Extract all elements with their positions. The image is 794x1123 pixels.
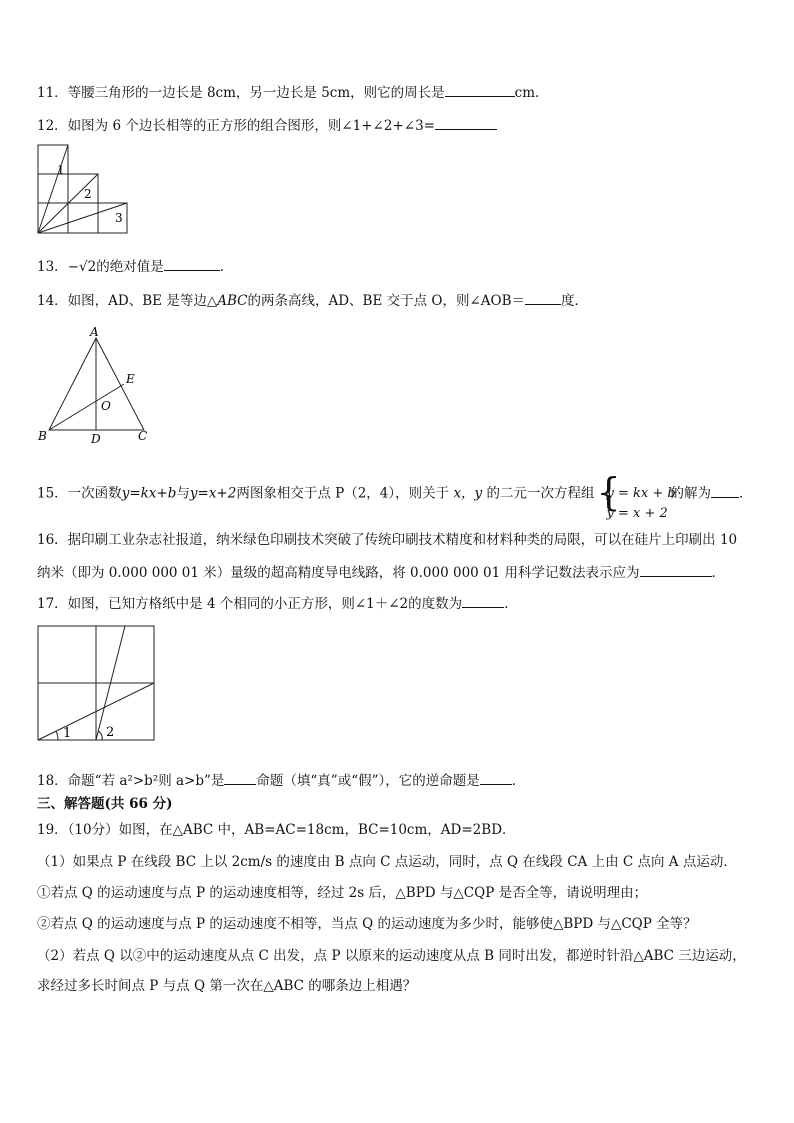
q17-figure <box>36 624 158 744</box>
q13-end: . <box>219 259 224 275</box>
answer-blank[interactable] <box>435 116 497 130</box>
point-C: C <box>138 429 148 443</box>
q15-point-P: P（2，4），则关于 <box>335 485 450 502</box>
answer-blank[interactable] <box>525 291 561 305</box>
q19-part-2b: 求经过多长时间点 P 与点 Q 第一次在△ABC 的哪条边上相遇？ <box>37 978 417 994</box>
q19-part-1b: ②若点 Q 的运动速度与点 P 的运动速度不相等，当点 Q 的运动速度为多少时，能够使△BPD 与△CQP 全等？ <box>37 916 697 932</box>
question-17 <box>37 594 508 613</box>
q18-text-a: 18．命题“若 a²>b²则 a>b”是 <box>37 773 225 789</box>
question-12 <box>37 116 497 135</box>
point-A: A <box>90 326 99 339</box>
q16-line-2: 纳米（即为 0.000 000 01 米）量级的超高精度导电线路，将 0.000 000 01 用科学记数法表示应为 <box>37 565 640 581</box>
question-16-line-2 <box>37 563 725 582</box>
point-O: O <box>101 399 111 413</box>
q14-figure <box>34 326 164 448</box>
q19-part-1: （1）如果点 P 在线段 BC 上以 2cm/s 的速度由 B 点向 C 点运动，同时，点 Q 在线段 CA 上由 C 点向 A 点运动． <box>37 854 737 870</box>
question-19-part-2a <box>37 947 746 965</box>
question-19-part-1 <box>37 853 737 871</box>
answer-blank-1[interactable] <box>224 771 256 785</box>
q15-func-1: y=kx+b <box>121 485 177 502</box>
equation-1: y = kx + b <box>606 486 676 501</box>
angle-label-1: 1 <box>63 726 72 741</box>
q17-text: 17．如图，已知方格纸中是 4 个相同的小正方形，则∠1＋∠2的度数为 <box>37 596 463 612</box>
q12-figure <box>36 143 130 235</box>
angle-label-2: 2 <box>106 725 115 740</box>
q14-text-b: 的两条高线，AD、BE 交于点 O，则∠AOB＝ <box>247 293 526 309</box>
angle-label-2: 2 <box>84 187 92 201</box>
section-3-title: 三、解答题(共 66 分) <box>37 796 173 812</box>
answer-blank[interactable] <box>640 563 712 577</box>
question-19-part-2b <box>37 977 416 995</box>
q11-text: 11．等腰三角形的一边长是 8cm，另一边长是 5cm，则它的周长是 <box>37 85 445 101</box>
q17-end: . <box>504 596 509 612</box>
question-13 <box>37 257 224 276</box>
point-D: D <box>91 432 101 446</box>
q13-text: 的绝对值是 <box>96 259 164 275</box>
q15-text-a: 15．一次函数 <box>37 485 122 502</box>
q15-func-2: y=x+2 <box>189 485 237 502</box>
answer-blank[interactable] <box>164 257 220 271</box>
q15-mid: 与 <box>176 485 190 502</box>
equation-2: y = x + 2 <box>606 506 668 521</box>
angle-label-1: 1 <box>57 163 65 177</box>
q14-text-a: 14．如图，AD、BE 是等边 <box>37 293 207 309</box>
q14-end: 度． <box>561 293 589 309</box>
q13-neg-root: −√2 <box>67 259 97 275</box>
q11-unit: cm. <box>514 85 540 101</box>
question-19-part-1a <box>37 884 647 902</box>
q14-triangle: △ABC <box>206 293 248 309</box>
question-11 <box>37 83 539 102</box>
q13-number: 13． <box>37 259 68 275</box>
q16-line-1: 16．据印刷工业杂志社报道，纳米绿色印刷技术突破了传统印刷技术精度和材料种类的局限，可以在硅片上印刷出 10 <box>37 532 738 548</box>
q15-vars: x，y <box>453 485 483 502</box>
answer-blank[interactable] <box>462 594 504 608</box>
q15-end: ． <box>738 485 753 502</box>
question-19-head <box>37 821 516 839</box>
point-B: B <box>38 429 47 443</box>
question-14 <box>37 291 588 310</box>
question-18 <box>37 771 525 790</box>
brace-symbol: { <box>596 470 621 514</box>
equation-system <box>596 470 676 521</box>
q19-part-2a: （2）若点 Q 以②中的运动速度从点 C 出发，点 P 以原来的运动速度从点 B 同时出发，都逆时针沿△ABC 三边运动， <box>37 948 746 964</box>
answer-blank-2[interactable] <box>480 771 512 785</box>
q15-text-b: 两图象相交于点 <box>236 485 331 502</box>
q12-text: 12．如图为 6 个边长相等的正方形的组合图形，则∠1+∠2+∠3= <box>37 118 435 134</box>
q15-text-d: 的解为 <box>670 485 711 502</box>
point-E: E <box>126 372 135 386</box>
angle-label-3: 3 <box>115 211 123 225</box>
question-15 <box>37 470 753 521</box>
q15-text-c: 的二元一次方程组 <box>486 485 595 502</box>
section-title <box>37 795 172 813</box>
q18-text-b: 命题（填“真”或“假”），它的逆命题是 <box>256 773 480 789</box>
question-19-part-1b <box>37 915 697 933</box>
answer-blank[interactable] <box>445 83 515 97</box>
q16-end: ． <box>711 565 726 581</box>
question-16-line-1 <box>37 531 737 549</box>
q19-part-1a: ①若点 Q 的运动速度与点 P 的运动速度相等，经过 2s 后，△BPD 与△CQP 是否全等，请说明理由； <box>37 885 648 901</box>
answer-blank[interactable] <box>711 484 739 498</box>
q19-head: 19．（10分）如图，在△ABC 中，AB=AC=18cm，BC=10cm，AD=2BD． <box>37 822 516 838</box>
q18-end: ． <box>511 773 526 789</box>
